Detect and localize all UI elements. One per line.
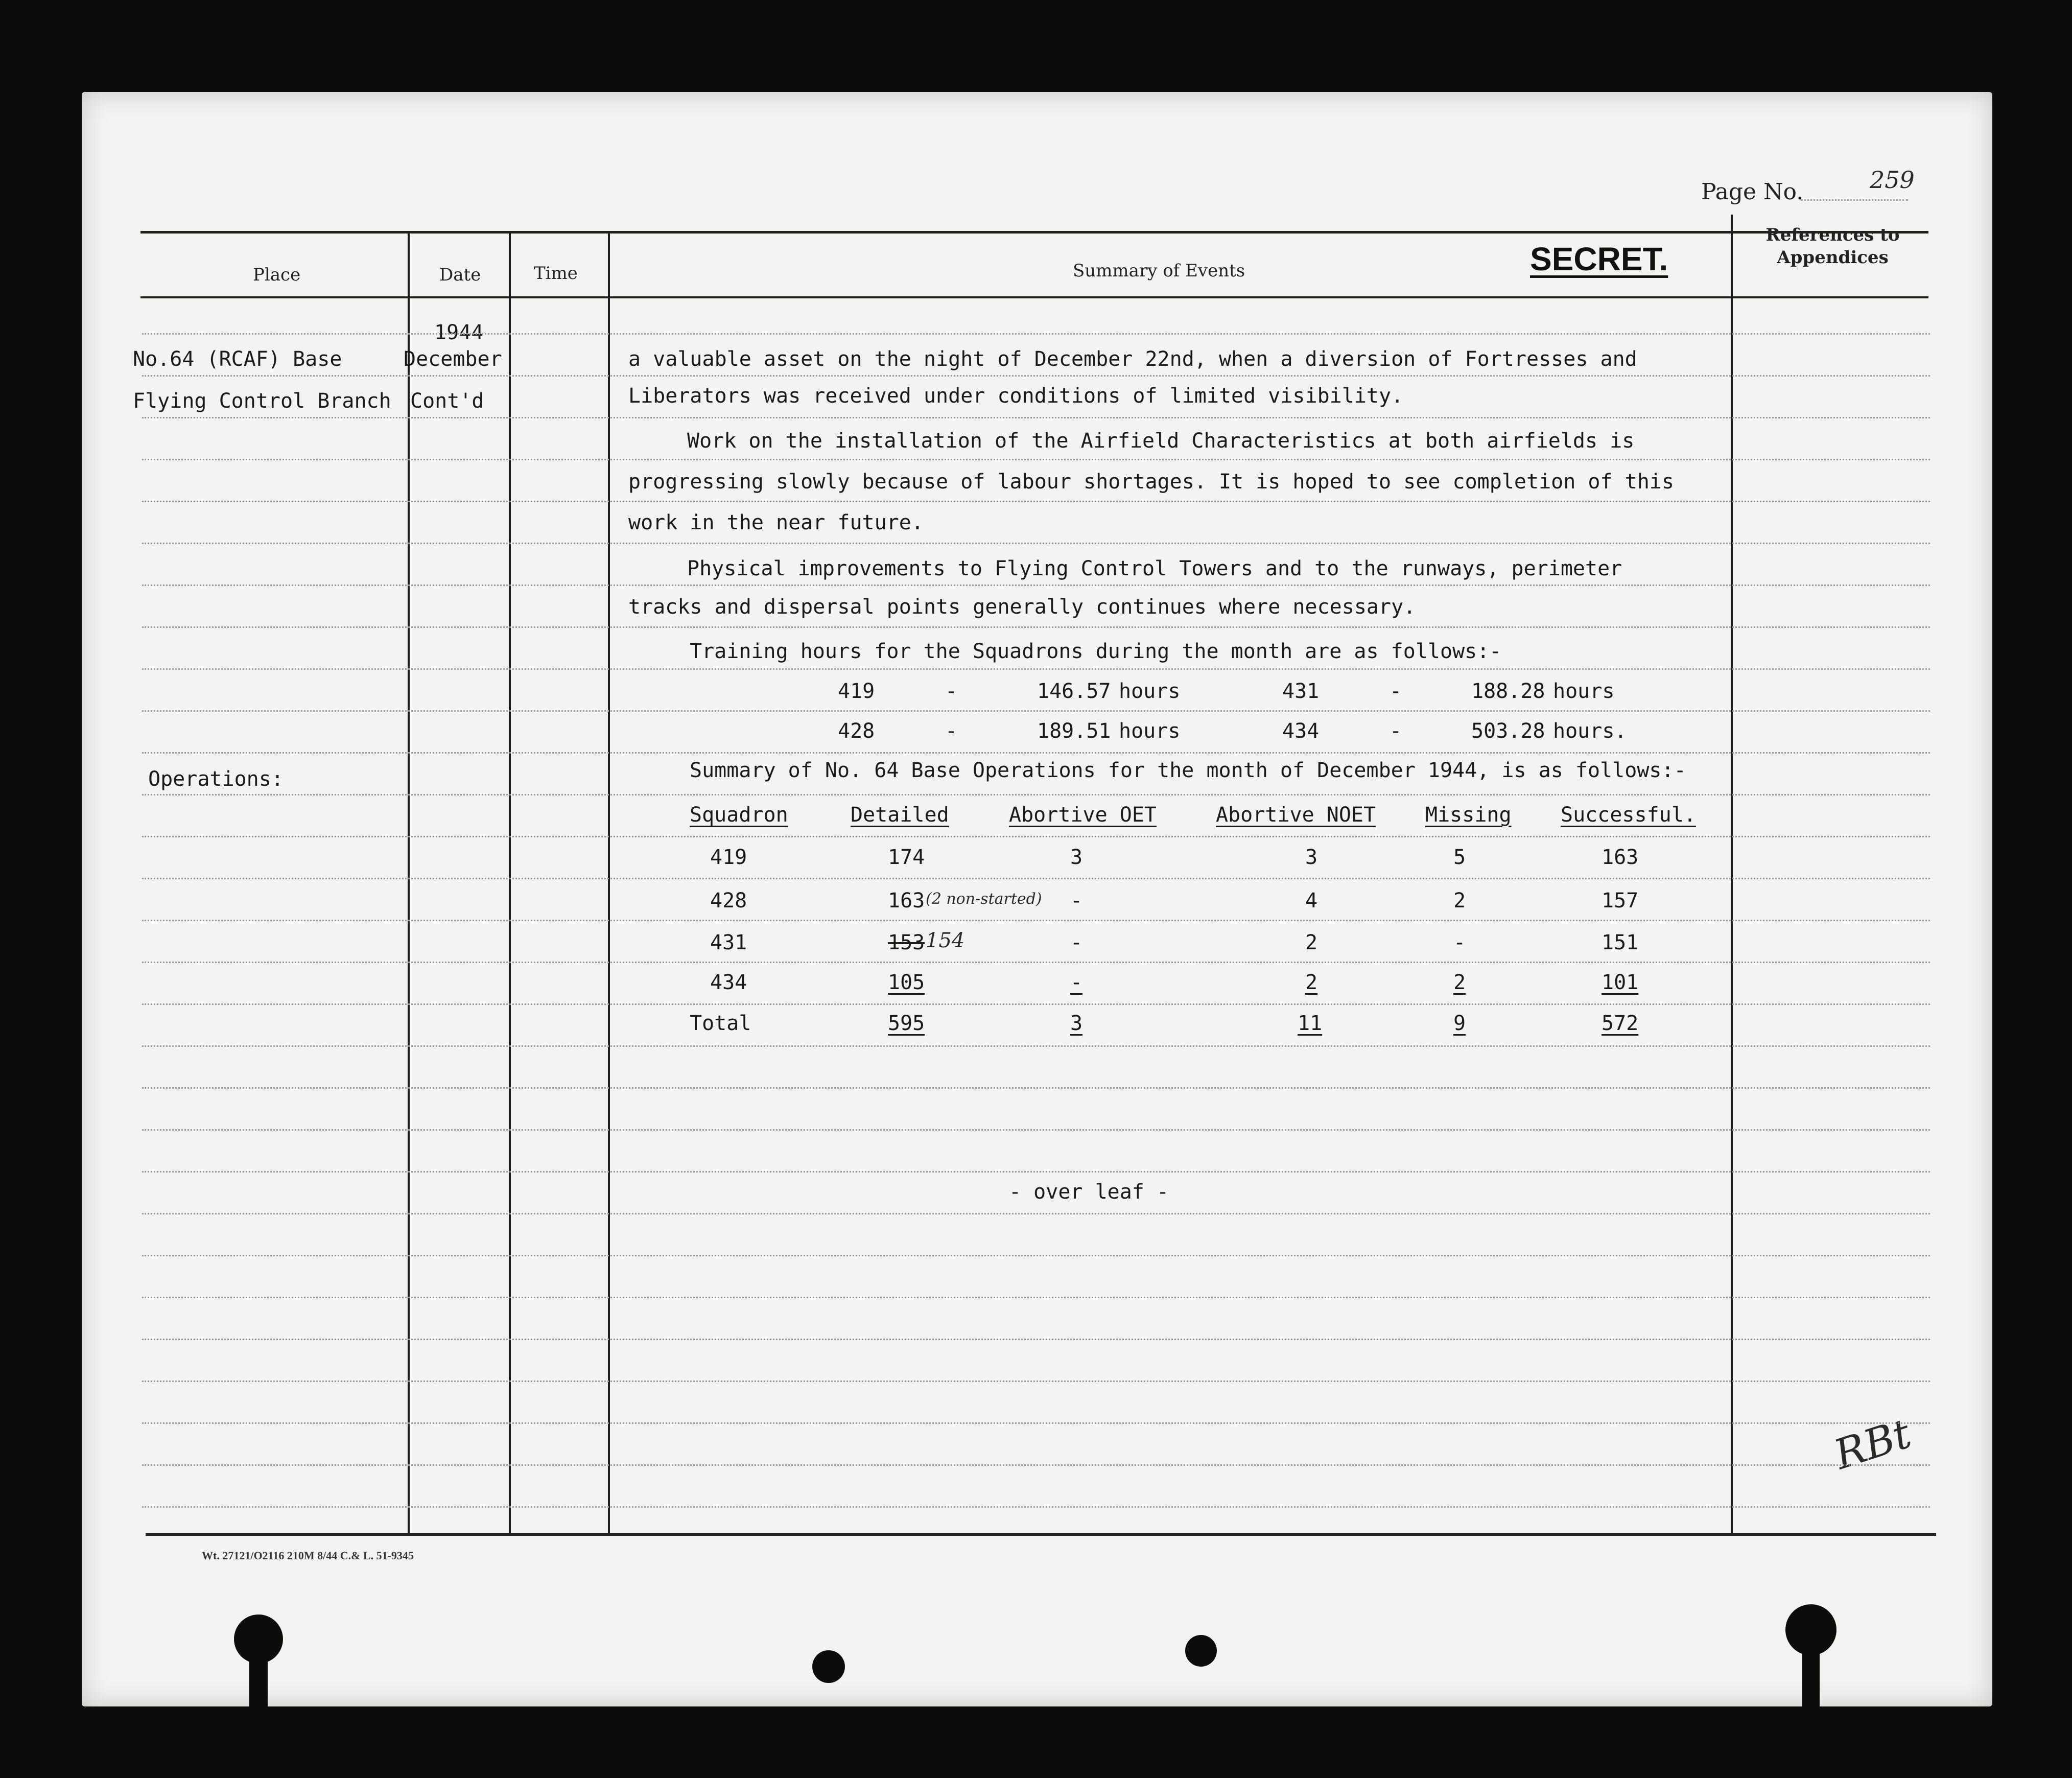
- page-number-rule: [1801, 199, 1908, 201]
- header-place: Place: [253, 265, 301, 285]
- ops-cell-total-label: Total: [690, 1012, 751, 1035]
- ruled-line: [142, 668, 1930, 670]
- handwritten-note-non-started: (2 non-started): [926, 890, 1042, 908]
- ops-cell-missing: -: [1453, 931, 1466, 954]
- ops-column-header: Successful.: [1561, 803, 1696, 827]
- col-divider-summary: [1731, 215, 1733, 1535]
- date-continued: Cont'd: [410, 389, 484, 413]
- page-number-label: Page No.: [1701, 179, 1804, 205]
- ops-cell-abortive-noet: 2: [1305, 971, 1318, 994]
- ruled-line: [142, 962, 1930, 963]
- ruled-line: [142, 1003, 1930, 1005]
- ruled-line: [142, 375, 1930, 377]
- ops-cell-successful: 151: [1602, 931, 1639, 954]
- ruled-line: [142, 584, 1930, 586]
- training-dash: -: [945, 719, 958, 743]
- ops-cell-abortive-noet: 11: [1298, 1012, 1323, 1035]
- ops-cell-successful: 101: [1602, 971, 1639, 994]
- ops-cell-detailed: 595: [888, 1012, 925, 1035]
- place-operations-label: Operations:: [148, 767, 284, 791]
- binder-tab: [249, 1650, 268, 1712]
- training-hours: 189.51: [1037, 719, 1111, 743]
- ops-cell-squadron: 419: [710, 846, 747, 869]
- ops-cell-missing: 2: [1453, 971, 1466, 994]
- ops-cell-successful: 163: [1602, 846, 1639, 869]
- training-hours: 503.28: [1471, 719, 1545, 743]
- handwritten-initials: RBt: [1828, 1409, 1917, 1479]
- ops-cell-squadron: 434: [710, 971, 747, 994]
- training-hours-unit: hours: [1119, 680, 1181, 703]
- ruled-line: [142, 752, 1930, 754]
- header-date: Date: [439, 265, 481, 285]
- ruled-line: [142, 1381, 1930, 1382]
- ops-column-header: Abortive OET: [1009, 803, 1157, 827]
- ruled-line: [142, 1171, 1930, 1173]
- date-month: December: [404, 347, 502, 371]
- ruled-line: [142, 794, 1930, 796]
- ops-cell-detailed: 163: [888, 889, 925, 913]
- ops-column-header: Abortive NOET: [1216, 803, 1376, 827]
- ruled-line: [142, 1045, 1930, 1047]
- ops-cell-squadron: 431: [710, 931, 747, 954]
- training-intro: Training hours for the Squadrons during the month are as follows:-: [690, 640, 1502, 663]
- ruled-line: [142, 333, 1930, 335]
- ruled-line: [142, 1255, 1930, 1256]
- printer-imprint: Wt. 27121/O2116 210M 8/44 C.& L. 51-9345: [202, 1549, 414, 1562]
- ops-cell-abortive-oet: -: [1070, 931, 1083, 954]
- binder-hole: [812, 1650, 845, 1683]
- ops-cell-missing: 5: [1453, 846, 1466, 869]
- ops-cell-detailed-struck-out: 153: [888, 931, 925, 954]
- page-number: 259: [1870, 166, 1915, 194]
- header-summary-of-events: Summary of Events: [1073, 261, 1245, 281]
- training-dash: -: [1390, 719, 1402, 743]
- date-year: 1944: [434, 321, 484, 344]
- event-text-line: tracks and dispersal points generally continues where necessary.: [628, 595, 1416, 619]
- ops-cell-detailed: 174: [888, 846, 925, 869]
- training-squadron: 428: [838, 719, 875, 743]
- ruled-line: [142, 1422, 1930, 1424]
- ruled-line: [142, 920, 1930, 921]
- event-text-line: Liberators was received under conditions of limited visibility.: [628, 384, 1404, 408]
- place-branch-name: Flying Control Branch: [133, 389, 391, 413]
- ops-cell-detailed: 154: [926, 929, 965, 952]
- binder-tab: [1802, 1645, 1820, 1712]
- ruled-line: [142, 626, 1930, 628]
- ruled-line: [142, 501, 1930, 502]
- training-hours: 188.28: [1471, 680, 1545, 703]
- ops-cell-abortive-noet: 4: [1305, 889, 1318, 913]
- operations-intro: Summary of No. 64 Base Operations for the month of December 1944, is as follows:-: [690, 759, 1686, 782]
- training-hours: 146.57: [1037, 680, 1111, 703]
- event-text-line: a valuable asset on the night of December 22nd, when a diversion of Fortresses and: [628, 347, 1637, 371]
- ruled-line: [142, 1339, 1930, 1340]
- ruled-line: [142, 417, 1930, 418]
- ruled-line: [142, 836, 1930, 837]
- header-references-to-appendices: References to Appendices: [1765, 225, 1900, 268]
- ops-cell-successful: 572: [1602, 1012, 1639, 1035]
- training-hours-unit: hours.: [1553, 719, 1627, 743]
- ops-cell-abortive-noet: 3: [1305, 846, 1318, 869]
- training-hours-unit: hours: [1553, 680, 1615, 703]
- ruled-line: [142, 1129, 1930, 1131]
- ruled-line: [142, 1464, 1930, 1466]
- secret-stamp: SECRET.: [1530, 241, 1668, 277]
- ruled-line: [142, 878, 1930, 879]
- ops-cell-successful: 157: [1602, 889, 1639, 913]
- binder-hole: [1185, 1635, 1217, 1667]
- event-text-line: Work on the installation of the Airfield Characteristics at both airfields is: [687, 429, 1635, 453]
- ruled-line: [142, 459, 1930, 460]
- ruled-line: [142, 1297, 1930, 1298]
- ops-column-header: Missing: [1425, 803, 1512, 827]
- ruled-line: [142, 1087, 1930, 1089]
- war-diary-page: [82, 92, 1992, 1706]
- ruled-line: [142, 1506, 1930, 1508]
- ops-cell-squadron: 428: [710, 889, 747, 913]
- ops-cell-detailed: 105: [888, 971, 925, 994]
- ops-cell-abortive-oet: 3: [1070, 846, 1083, 869]
- event-text-line: work in the near future.: [628, 511, 924, 534]
- ops-cell-abortive-noet: 2: [1305, 931, 1318, 954]
- training-dash: -: [1390, 680, 1402, 703]
- training-squadron: 434: [1282, 719, 1320, 743]
- place-base-name: No.64 (RCAF) Base: [133, 347, 342, 371]
- table-bottom-border: [146, 1533, 1936, 1536]
- ruled-line: [142, 543, 1930, 544]
- ruled-line: [142, 710, 1930, 712]
- ops-column-header: Detailed: [851, 803, 949, 827]
- ops-column-header: Squadron: [690, 803, 788, 827]
- header-time: Time: [534, 263, 578, 284]
- ops-cell-abortive-oet: -: [1070, 889, 1083, 913]
- ruled-line: [142, 1213, 1930, 1214]
- ops-cell-missing: 9: [1453, 1012, 1466, 1035]
- ops-cell-abortive-oet: 3: [1070, 1012, 1083, 1035]
- training-hours-unit: hours: [1119, 719, 1181, 743]
- ops-cell-missing: 2: [1453, 889, 1466, 913]
- training-squadron: 431: [1282, 680, 1320, 703]
- training-squadron: 419: [838, 680, 875, 703]
- ops-cell-abortive-oet: -: [1070, 971, 1083, 994]
- over-leaf-note: - over leaf -: [1009, 1180, 1169, 1204]
- event-text-line: progressing slowly because of labour shortages. It is hoped to see completion of this: [628, 470, 1674, 494]
- training-dash: -: [945, 680, 958, 703]
- event-text-line: Physical improvements to Flying Control Towers and to the runways, perimeter: [687, 557, 1622, 580]
